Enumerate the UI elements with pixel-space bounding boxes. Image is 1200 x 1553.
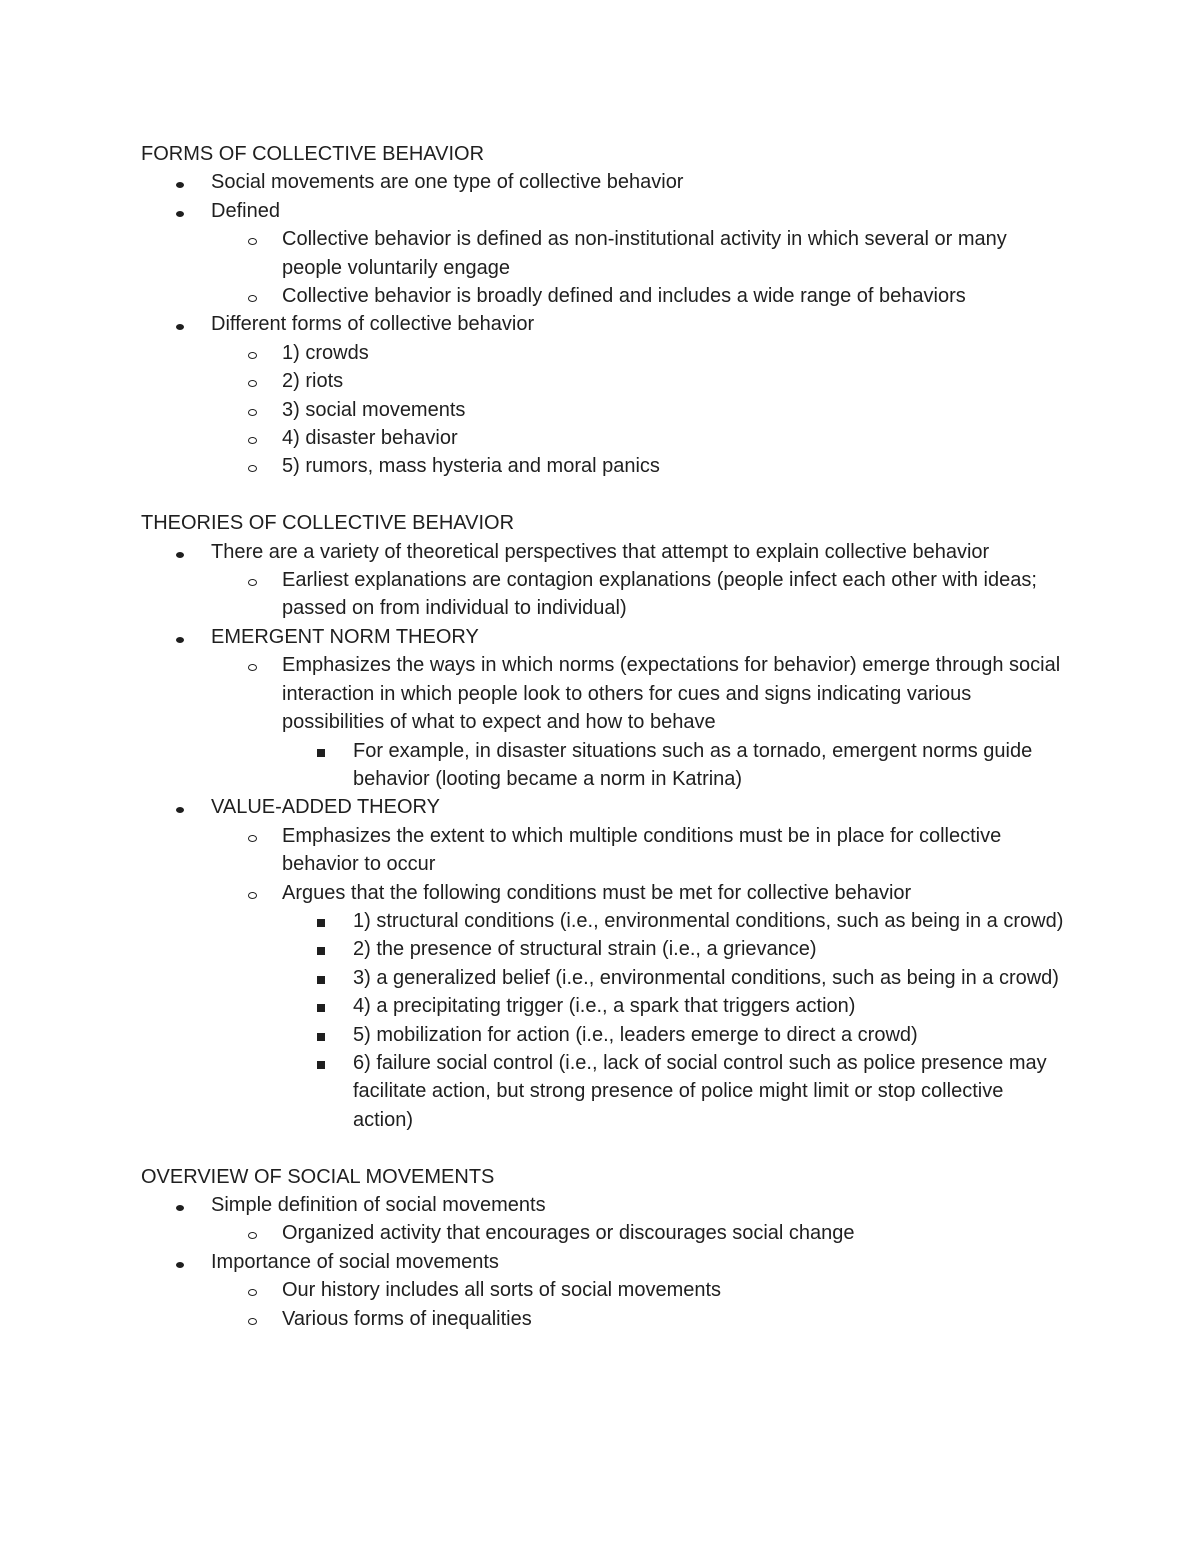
filled-circle-bullet-icon (176, 1248, 184, 1276)
list-item-level-1 (0, 310, 1066, 338)
list-item-text: Collective behavior is defined as non-institutional activity in which several or many people voluntarily engage (282, 228, 1007, 279)
list-item-level-2 (0, 424, 1062, 452)
list-item-text: 1) crowds (282, 341, 369, 364)
list-item-level-1 (0, 168, 1066, 196)
list-item-text: 3) a generalized belief (i.e., environmental conditions, such as being in a crowd) (353, 966, 1059, 989)
list-item-text: Our history includes all sorts of social movements (282, 1279, 722, 1302)
list-item-text: Defined (211, 199, 280, 222)
list-item-level-2 (0, 879, 1062, 907)
list-item-text: Emphasizes the ways in which norms (expectations for behavior) emerge through social interaction in which people look to others for cues and signs indicating various possibilities of what to expect and how to behave (282, 654, 1061, 734)
list-item-text: Emphasizes the extent to which multiple conditions must be in place for collective behavior to occur (282, 824, 1002, 876)
list-item-text: Different forms of collective behavior (211, 313, 535, 336)
filled-square-bullet-icon (317, 907, 325, 935)
list-item-level-2 (0, 282, 1062, 310)
list-item-text: 1) structural conditions (i.e., environmental conditions, such as being in a crowd) (353, 909, 1064, 932)
hollow-circle-bullet-icon (248, 879, 257, 907)
list-item-text: 4) disaster behavior (282, 427, 458, 450)
list-item-level-2 (0, 1219, 1062, 1247)
list-item-level-2 (0, 822, 1062, 879)
filled-square-bullet-icon (317, 1049, 325, 1077)
list-item-level-2 (0, 452, 1062, 480)
section-spacer (0, 1134, 1200, 1162)
document-content (0, 140, 1200, 1333)
list-item-text: Various forms of inequalities (282, 1307, 532, 1330)
list-item-text: Earliest explanations are contagion explanations (people infect each other with ideas; passed on from individual to individual) (282, 569, 1037, 620)
hollow-circle-bullet-icon (248, 339, 257, 367)
list-item-text: For example, in disaster situations such as a tornado, emergent norms guide behavior (looting became a norm in Katrina) (353, 739, 1033, 790)
list-item-text: EMERGENT NORM THEORY (211, 625, 479, 648)
list-item-level-1 (0, 1191, 1066, 1219)
hollow-circle-bullet-icon (248, 452, 257, 480)
list-item-level-3 (0, 964, 1068, 992)
filled-circle-bullet-icon (176, 793, 184, 821)
list-item-level-3 (0, 935, 1068, 963)
list-item-level-1 (0, 197, 1066, 225)
list-item-level-2 (0, 651, 1062, 736)
list-item-text: Simple definition of social movements (211, 1194, 546, 1216)
filled-circle-bullet-icon (176, 168, 184, 196)
list-item-text: Argues that the following conditions must be met for collective behavior (282, 881, 912, 904)
list-item-text: 2) riots (282, 370, 344, 393)
list-item-text: Collective behavior is broadly defined and includes a wide range of behaviors (282, 285, 966, 308)
section-heading: FORMS OF COLLECTIVE BEHAVIOR (141, 143, 485, 165)
hollow-circle-bullet-icon (248, 566, 257, 594)
hollow-circle-bullet-icon (248, 1276, 257, 1304)
filled-square-bullet-icon (317, 737, 325, 765)
list-item-text: There are a variety of theoretical perspectives that attempt to explain collective behavior (211, 540, 990, 563)
list-item-text: 3) social movements (282, 398, 466, 421)
list-item-text: 4) a precipitating trigger (i.e., a spark that triggers action) (353, 995, 856, 1018)
hollow-circle-bullet-icon (248, 651, 257, 679)
list-item-level-2 (0, 339, 1062, 367)
filled-circle-bullet-icon (176, 197, 184, 225)
filled-circle-bullet-icon (176, 1191, 184, 1219)
list-item-level-3 (0, 907, 1068, 935)
hollow-circle-bullet-icon (248, 822, 257, 850)
list-item-level-3 (0, 1021, 1068, 1049)
hollow-circle-bullet-icon (248, 424, 257, 452)
list-item-level-3 (0, 992, 1068, 1020)
filled-square-bullet-icon (317, 935, 325, 963)
filled-square-bullet-icon (317, 1021, 325, 1049)
hollow-circle-bullet-icon (248, 225, 257, 253)
list-item-text: 6) failure social control (i.e., lack of social control such as police presence may facilitate action, but strong presence of police might limit or stop collective action) (353, 1051, 1047, 1131)
list-item-text: 5) rumors, mass hysteria and moral panics (282, 455, 660, 478)
hollow-circle-bullet-icon (248, 396, 257, 424)
list-item-text: Social movements are one type of collective behavior (211, 171, 684, 194)
list-item-level-1 (0, 538, 1066, 566)
list-item-level-2 (0, 1276, 1062, 1304)
list-item-level-1 (0, 793, 1066, 821)
section-heading: THEORIES OF COLLECTIVE BEHAVIOR (141, 512, 515, 535)
list-item-level-1 (0, 1248, 1066, 1276)
list-item-text: 2) the presence of structural strain (i.e., a grievance) (353, 938, 817, 961)
hollow-circle-bullet-icon (248, 282, 257, 310)
hollow-circle-bullet-icon (248, 1305, 257, 1333)
list-item-level-2 (0, 566, 1062, 623)
filled-circle-bullet-icon (176, 623, 184, 651)
list-item-level-3 (0, 1049, 1068, 1134)
section-spacer (0, 481, 1200, 509)
filled-square-bullet-icon (317, 964, 325, 992)
list-item-level-3 (0, 737, 1068, 794)
list-item-text: 5) mobilization for action (i.e., leaders emerge to direct a crowd) (353, 1023, 918, 1046)
filled-square-bullet-icon (317, 992, 325, 1020)
list-item-text: Importance of social movements (211, 1250, 499, 1273)
filled-circle-bullet-icon (176, 538, 184, 566)
hollow-circle-bullet-icon (248, 1219, 257, 1247)
list-item-text: VALUE-ADDED THEORY (211, 796, 440, 819)
section-heading: OVERVIEW OF SOCIAL MOVEMENTS (141, 1165, 495, 1188)
list-item-level-2 (0, 1305, 1062, 1333)
hollow-circle-bullet-icon (248, 367, 257, 395)
list-item-text: Organized activity that encourages or discourages social change (282, 1222, 855, 1245)
list-item-level-2 (0, 396, 1062, 424)
list-item-level-1 (0, 623, 1066, 651)
filled-circle-bullet-icon (176, 310, 184, 338)
list-item-level-2 (0, 367, 1062, 395)
list-item-level-2 (0, 225, 1062, 282)
